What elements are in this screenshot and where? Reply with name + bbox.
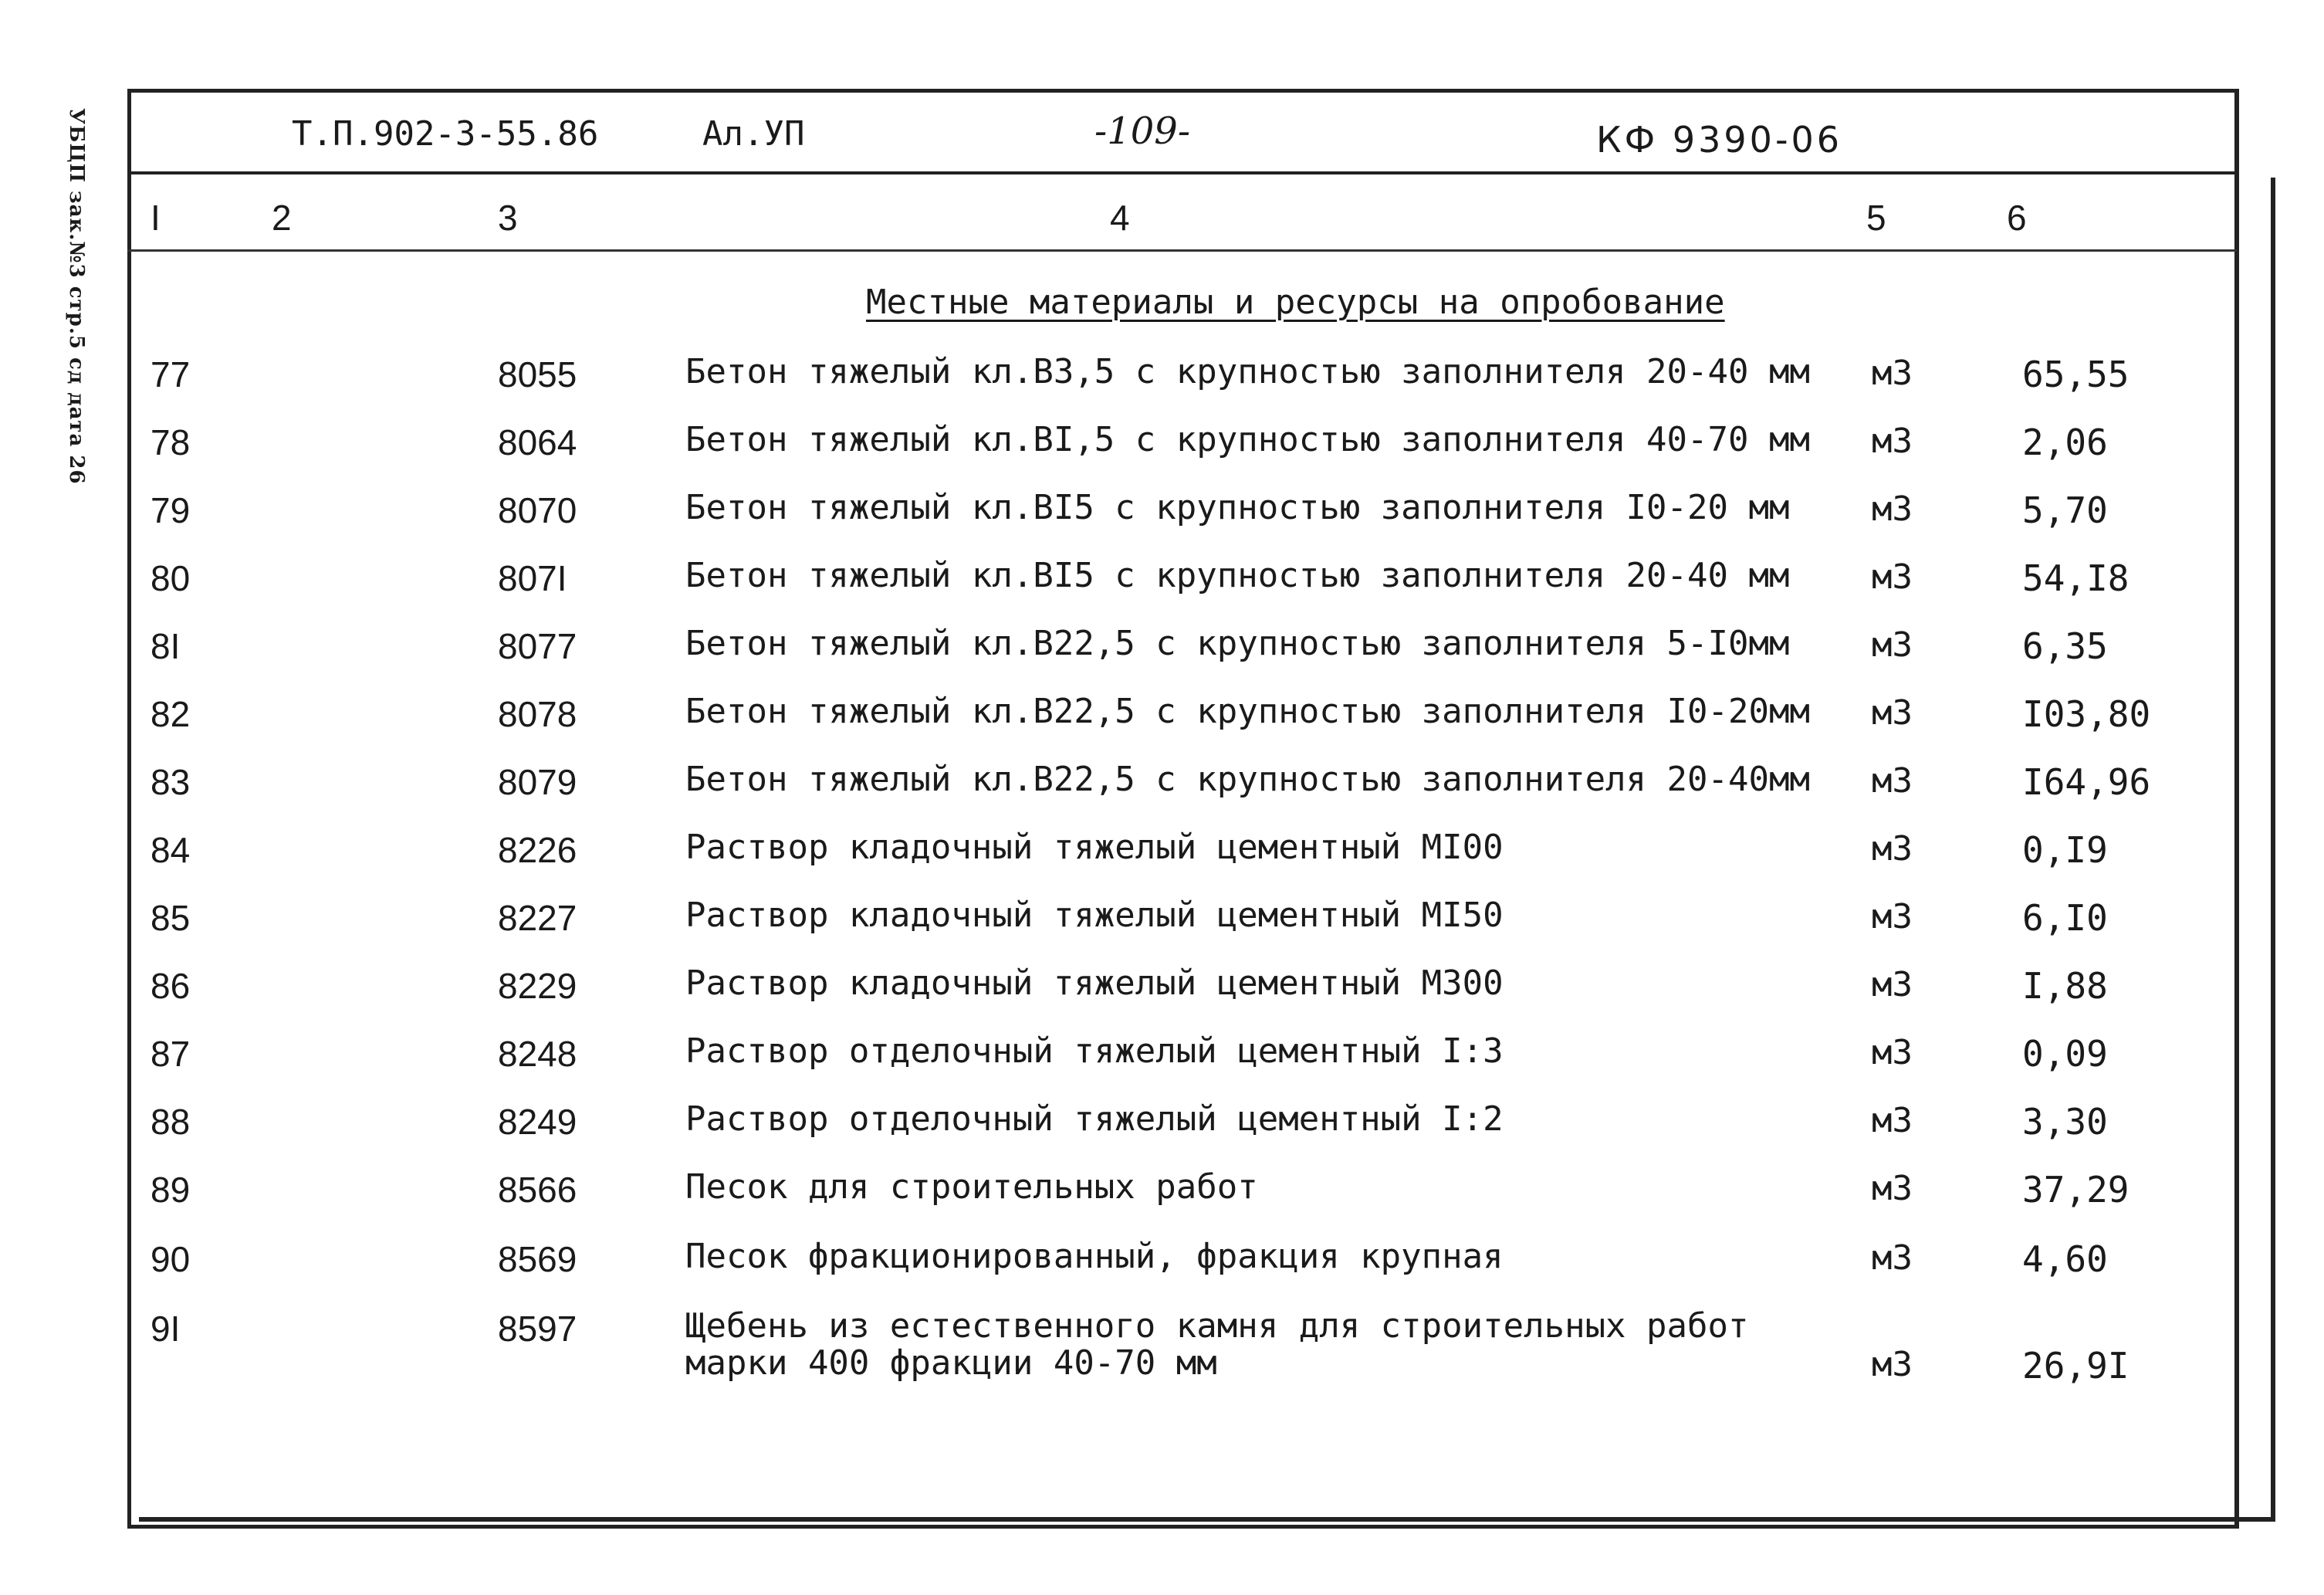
quantity: 65,55	[2022, 354, 2129, 395]
unit: м3	[1872, 897, 1913, 936]
resource-name: Бетон тяжелый кл.ВI5 с крупностью заполнителя I0-20 мм	[685, 488, 1790, 527]
resource-code: 8079	[498, 762, 577, 802]
row-number: 88	[151, 1102, 191, 1142]
table-row	[0, 1238, 2324, 1300]
column-number-4: 4	[1110, 198, 1130, 238]
resource-name: Бетон тяжелый кл.В3,5 с крупностью заполнителя 20-40 мм	[685, 352, 1810, 391]
row-number: 83	[151, 762, 191, 802]
resource-name: Бетон тяжелый кл.ВI,5 с крупностью заполнителя 40-70 мм	[685, 420, 1810, 459]
unit: м3	[1872, 829, 1913, 869]
quantity: 26,9I	[2022, 1345, 2129, 1387]
quantity: 6,I0	[2022, 897, 2108, 939]
resource-code: 8597	[498, 1309, 577, 1349]
resource-code: 8569	[498, 1239, 577, 1279]
row-number: 9I	[151, 1309, 181, 1349]
project-code: Т.П.902-3-55.86	[292, 114, 599, 154]
column-number-3: 3	[498, 198, 518, 238]
resource-code: 8229	[498, 966, 577, 1006]
row-number: 84	[151, 830, 191, 870]
unit: м3	[1872, 965, 1913, 1004]
quantity: I,88	[2022, 965, 2108, 1007]
resource-name: Бетон тяжелый кл.ВI5 с крупностью заполнителя 20-40 мм	[685, 556, 1790, 595]
unit: м3	[1872, 557, 1913, 597]
table-row	[0, 625, 2324, 687]
quantity: 0,I9	[2022, 829, 2108, 871]
unit: м3	[1872, 1101, 1913, 1140]
table-row	[0, 354, 2324, 415]
resource-name: Бетон тяжелый кл.В22,5 с крупностью заполнителя I0-20мм	[685, 692, 1810, 731]
resource-code: 8249	[498, 1102, 577, 1142]
row-number: 78	[151, 422, 191, 462]
unit: м3	[1872, 354, 1913, 393]
resource-code: 8226	[498, 830, 577, 870]
quantity: 6,35	[2022, 625, 2108, 667]
side-stamp-text: УБЦП зак.№3 стр.5 сд дата 26	[65, 108, 88, 485]
quantity: 54,I8	[2022, 557, 2129, 599]
unit: м3	[1872, 1345, 1913, 1384]
column-number-divider	[127, 249, 2237, 252]
unit: м3	[1872, 422, 1913, 461]
quantity: 37,29	[2022, 1169, 2129, 1211]
resource-code: 8055	[498, 354, 577, 395]
column-number-5: 5	[1866, 198, 1886, 238]
row-number: 80	[151, 558, 191, 598]
unit: м3	[1872, 693, 1913, 733]
resource-name: Раствор кладочный тяжелый цементный М300	[685, 963, 1504, 1003]
unit: м3	[1872, 1169, 1913, 1208]
resource-name: Раствор отделочный тяжелый цементный I:2	[685, 1099, 1504, 1139]
row-number: 79	[151, 490, 191, 530]
column-number-2: 2	[272, 198, 292, 238]
table-row	[0, 489, 2324, 551]
album-label: Ал.УП	[702, 114, 805, 154]
header-divider	[127, 171, 2237, 174]
row-number: 8I	[151, 626, 181, 666]
resource-code: 8566	[498, 1170, 577, 1210]
unit: м3	[1872, 761, 1913, 801]
quantity: I03,80	[2022, 693, 2151, 735]
resource-code: 8248	[498, 1034, 577, 1074]
row-number: 77	[151, 354, 191, 395]
quantity: I64,96	[2022, 761, 2151, 803]
resource-code: 8070	[498, 490, 577, 530]
quantity: 0,09	[2022, 1033, 2108, 1075]
quantity: 4,60	[2022, 1238, 2108, 1280]
resource-code: 8077	[498, 626, 577, 666]
resource-code: 807I	[498, 558, 567, 598]
unit: м3	[1872, 1033, 1913, 1072]
row-number: 89	[151, 1170, 191, 1210]
table-row	[0, 1033, 2324, 1095]
row-number: 87	[151, 1034, 191, 1074]
table-row	[0, 829, 2324, 891]
resource-name: Песок для строительных работ	[685, 1167, 1258, 1207]
quantity: 5,70	[2022, 489, 2108, 531]
resource-name: Раствор кладочный тяжелый цементный МI50	[685, 896, 1504, 935]
row-number: 90	[151, 1239, 191, 1279]
unit: м3	[1872, 489, 1913, 529]
row-number: 82	[151, 694, 191, 734]
column-number-6: 6	[2007, 198, 2027, 238]
table-row	[0, 761, 2324, 823]
quantity: 2,06	[2022, 422, 2108, 463]
resource-name: Бетон тяжелый кл.В22,5 с крупностью заполнителя 5-I0мм	[685, 624, 1790, 663]
resource-name: Щебень из естественного камня для строительных работ марки 400 фракции 40-70 мм	[685, 1306, 1749, 1383]
page-number: -109-	[1094, 110, 1191, 153]
resource-name: Раствор отделочный тяжелый цементный I:3	[685, 1031, 1504, 1071]
table-row	[0, 557, 2324, 619]
table-row	[0, 1169, 2324, 1231]
table-row	[0, 693, 2324, 755]
table-row	[0, 1101, 2324, 1163]
row-number: 85	[151, 898, 191, 938]
table-row	[0, 965, 2324, 1027]
table-row	[0, 422, 2324, 483]
table-row	[0, 1308, 2324, 1393]
resource-name: Раствор кладочный тяжелый цементный МI00	[685, 828, 1504, 867]
column-number-1: I	[151, 198, 161, 238]
unit: м3	[1872, 1238, 1913, 1278]
document-code: КФ 9390-06	[1596, 119, 1843, 161]
resource-code: 8227	[498, 898, 577, 938]
quantity: 3,30	[2022, 1101, 2108, 1143]
resource-name: Песок фракционированный, фракция крупная	[685, 1237, 1504, 1276]
table-row	[0, 897, 2324, 959]
unit: м3	[1872, 625, 1913, 665]
section-title: Местные материалы и ресурсы на опробование	[866, 283, 1725, 322]
resource-name: Бетон тяжелый кл.В22,5 с крупностью заполнителя 20-40мм	[685, 760, 1810, 799]
row-number: 86	[151, 966, 191, 1006]
resource-code: 8064	[498, 422, 577, 462]
resource-code: 8078	[498, 694, 577, 734]
